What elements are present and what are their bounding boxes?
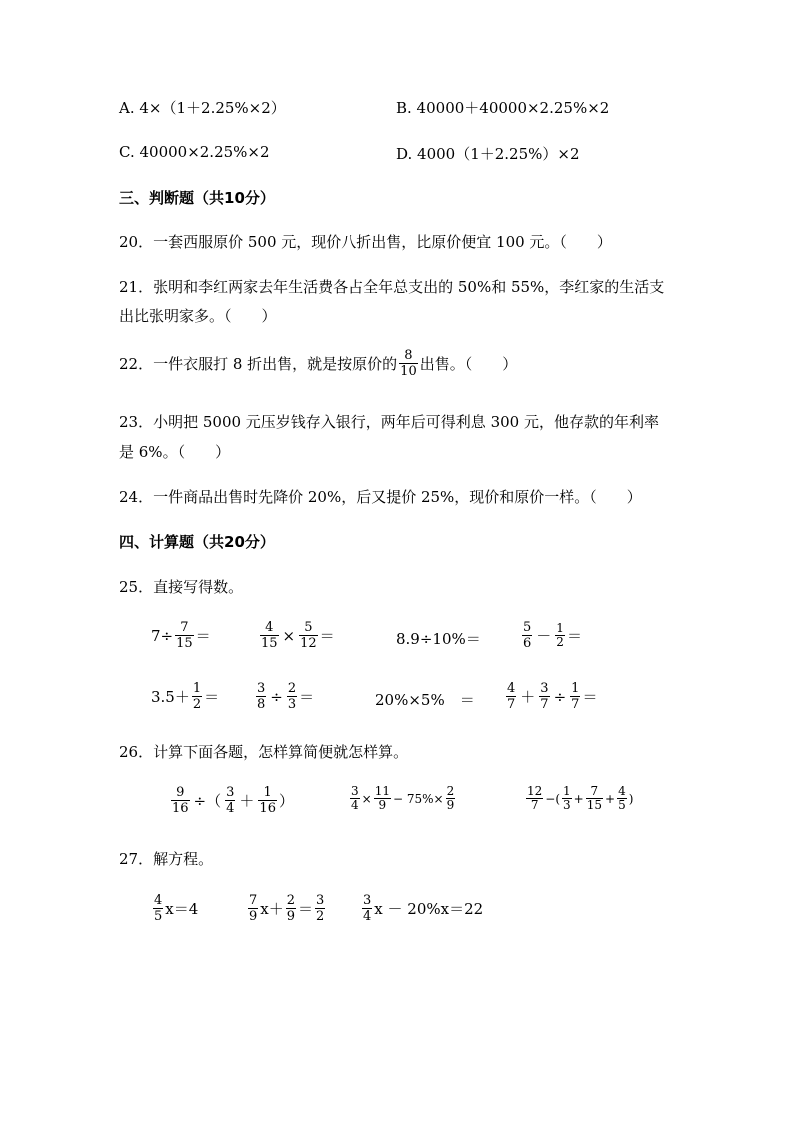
- equation-1: $\frac{4}{5}$ x＝4: [154, 893, 199, 924]
- question-22: [119, 348, 517, 379]
- question-22-text-end: 出售。（ ）: [419, 355, 518, 373]
- question-22-text: 22．一件衣服打 8 折出售，就是按原价的: [119, 355, 398, 373]
- equation-3: $\frac{3}{4}$ x － 20%x＝22: [363, 893, 484, 924]
- expr-8: $\frac{4}{7}$ ＋ $\frac{3}{7}$ ÷ $\frac{1}{7}$ ＝: [507, 681, 598, 712]
- expr-6: $\frac{3}{8}$ ÷ $\frac{2}{3}$ ＝: [257, 681, 315, 712]
- expr-2: $\frac{4}{15}$ × $\frac{5}{12}$ ＝: [261, 620, 335, 651]
- expr-5: 3.5＋ $\frac{1}{2}$ ＝: [151, 681, 220, 712]
- question-27: 27．解方程。: [119, 850, 214, 868]
- question-24: 24．一件商品出售时先降价 20%，后又提价 25%，现价和原价一样。（ ）: [119, 488, 642, 506]
- option-a: A. 4×（1＋2.25%×2）: [119, 99, 286, 117]
- question-23-line1: 23．小明把 5000 元压岁钱存入银行，两年后可得利息 300 元，他存款的年利率: [119, 413, 659, 431]
- calc-3: $\frac{12}{7}$ −( $\frac{1}{3}$ + $\frac{7}{15}$ + $\frac{4}{5}$ ): [527, 784, 634, 812]
- option-b: B. 40000＋40000×2.25%×2: [396, 99, 610, 117]
- option-d: D. 4000（1＋2.25%）×2: [396, 145, 580, 163]
- fraction: $\frac{8}{10}$: [400, 348, 417, 379]
- question-21-line2: 出比张明家多。（ ）: [119, 307, 277, 325]
- expr-4: $\frac{5}{6}$ － $\frac{1}{2}$ ＝: [523, 620, 582, 651]
- expr-1: 7÷ $\frac{7}{15}$ ＝: [151, 620, 211, 651]
- calc-2: $\frac{3}{4}$ × $\frac{11}{9}$ − 75%× $\frac{2}{9}$: [351, 784, 455, 812]
- section-title-calculation: 四、计算题（共20分）: [119, 533, 275, 551]
- question-21-line1: 21．张明和李红两家去年生活费各占全年总支出的 50%和 55%，李红家的生活支: [119, 278, 665, 296]
- calc-1: $\frac{9}{16}$ ÷（ $\frac{3}{4}$ ＋ $\frac{1}{16}$ ）: [172, 785, 294, 816]
- question-25: 25．直接写得数。: [119, 578, 244, 596]
- question-23-line2: 是 6%。（ ）: [119, 443, 231, 461]
- expr-7: 20%×5% ＝: [375, 691, 475, 709]
- section-title-judgement: 三、判断题（共10分）: [119, 189, 275, 207]
- equation-2: $\frac{7}{9}$ x＋ $\frac{2}{9}$ ＝ $\frac{3}{2}$: [249, 893, 325, 924]
- question-26: 26．计算下面各题，怎样算简便就怎样算。: [119, 743, 409, 761]
- expr-3: 8.9÷10%＝: [396, 630, 481, 648]
- option-c: C. 40000×2.25%×2: [119, 143, 270, 161]
- question-20: 20．一套西服原价 500 元，现价八折出售，比原价便宜 100 元。（ ）: [119, 233, 612, 251]
